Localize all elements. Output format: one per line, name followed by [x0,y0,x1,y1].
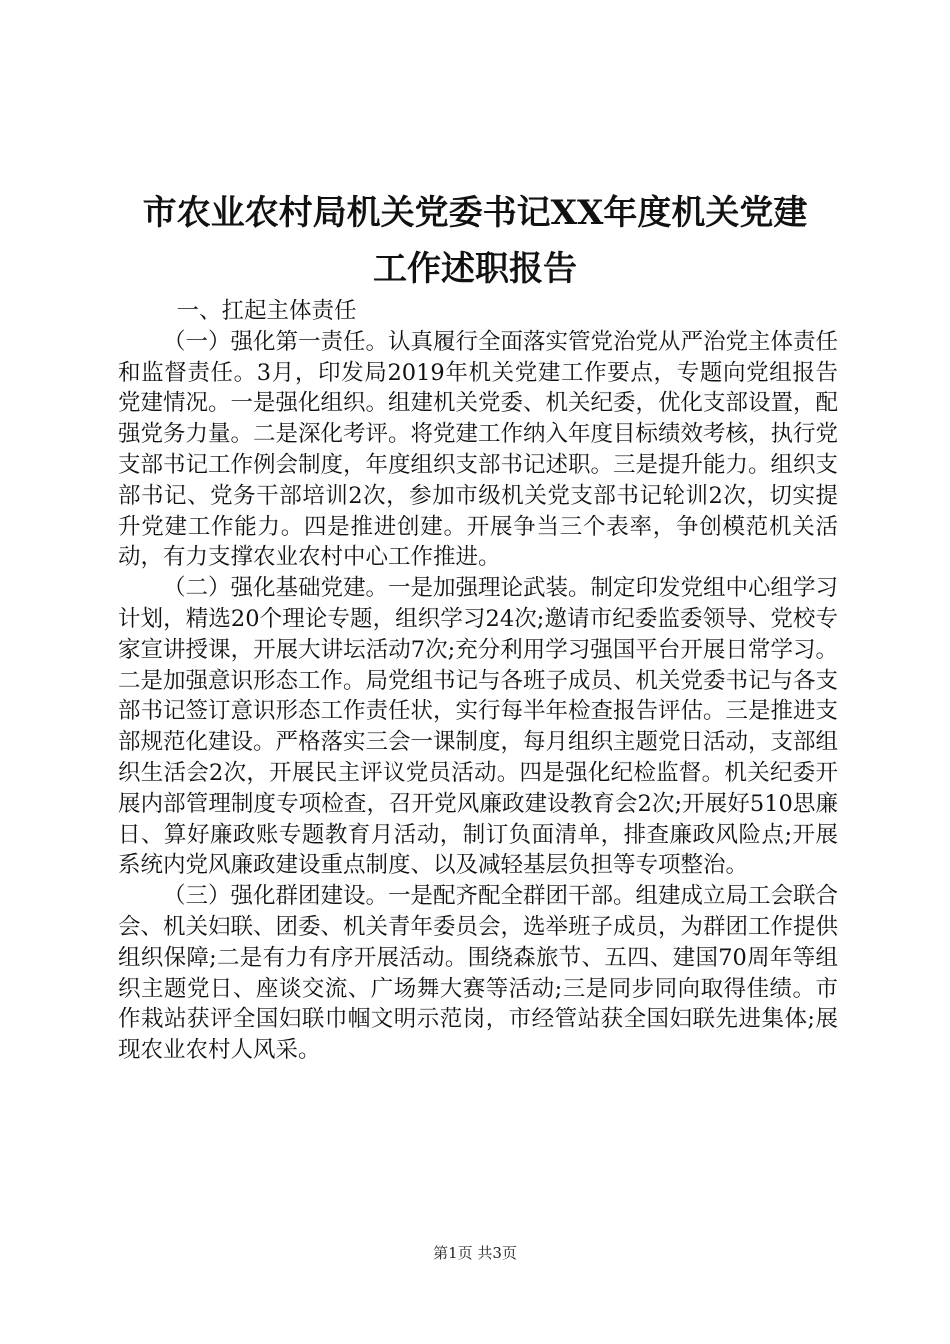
paragraph-3: （三）强化群团建设。一是配齐配全群团干部。组建成立局工会联合会、机关妇联、团委、机关青年委员会，选举班子成员，为群团工作提供组织保障;二是有力有序开展活动。围绕森旅节、五四、建国70周年等组织主题党日、座谈交流、广场舞大赛等活动;三是同步同向取得佳绩。市作栽站获评全国妇联巾帼文明示范岗，市经管站获全国妇联先进集体;展现农业农村人风采。 [118,883,839,1064]
paragraph-2: （二）强化基础党建。一是加强理论武装。制定印发党组中心组学习计划，精选20个理论专题，组织学习24次;邀请市纪委监委领导、党校专家宣讲授课，开展大讲坛活动7次;充分利用学习强国平台开展日常学习。二是加强意识形态工作。局党组书记与各班子成员、机关党委书记与各支部书记签订意识形态工作责任状，实行每半年检查报告评估。三是推进支部规范化建设。严格落实三会一课制度，每月组织主题党日活动，支部组织生活会2次，开展民主评议党员活动。四是强化纪检监督。机关纪委开展内部管理制度专项检查，召开党风廉政建设教育会2次;开展好510思廉日、算好廉政账专题教育月活动，制订负面清单，排查廉政风险点;开展系统内党风廉政建设重点制度、以及减轻基层负担等专项整治。 [118,575,839,879]
document-title-line-2: 工作述职报告 [373,249,577,289]
page-footer: 第1页 共3页 [433,1244,517,1262]
document-body [118,296,838,1066]
section-heading: 一、扛起主体责任 [176,298,357,324]
paragraph-1: （一）强化第一责任。认真履行全面落实管党治党从严治党主体责任和监督责任。3月，印发局2019年机关党建工作要点，专题向党组报告党建情况。一是强化组织。组建机关党委、机关纪委，优化支部设置，配强党务力量。二是深化考评。将党建工作纳入年度目标绩效考核，执行党支部书记工作例会制度，年度组织支部书记述职。三是提升能力。组织支部书记、党务干部培训2次，参加市级机关党支部书记轮训2次，切实提升党建工作能力。四是推进创建。开展争当三个表率，争创模范机关活动，有力支撑农业农村中心工作推进。 [118,328,839,571]
document-title-line-1: 市农业农村局机关党委书记XX年度机关党建 [142,193,808,233]
